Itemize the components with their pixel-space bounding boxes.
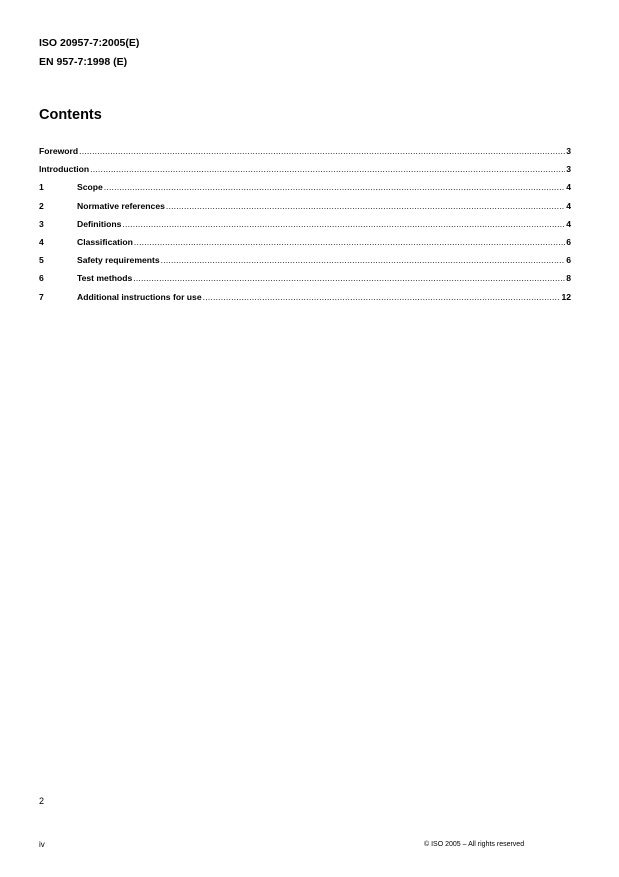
toc-entry-page: 8	[566, 273, 571, 284]
table-of-contents	[39, 146, 571, 310]
toc-dot-leader	[134, 237, 565, 247]
toc-entry-additional-instructions[interactable]	[39, 292, 571, 310]
toc-entry-scope[interactable]	[39, 182, 571, 200]
toc-entry-safety-requirements[interactable]	[39, 255, 571, 273]
footer-copyright: © ISO 2005 – All rights reserved	[424, 841, 525, 848]
toc-entry-page: 4	[566, 218, 571, 229]
toc-entry-page: 3	[566, 146, 571, 156]
footer-roman-page-number: iv	[39, 840, 45, 849]
toc-entry-page: 12	[561, 291, 571, 302]
toc-dot-leader	[133, 273, 565, 283]
toc-entry-title: Introduction	[39, 164, 90, 175]
toc-entry-number: 3	[39, 218, 44, 229]
toc-entry-title: Definitions	[77, 218, 122, 229]
toc-entry-number: 1	[39, 182, 44, 193]
toc-entry-classification[interactable]	[39, 237, 571, 255]
toc-dot-leader	[203, 292, 561, 302]
toc-entry-title: Scope	[77, 182, 103, 193]
toc-entry-title: Normative references	[77, 200, 165, 211]
toc-entry-title: Foreword	[39, 146, 79, 156]
toc-entry-title: Test methods	[77, 273, 133, 284]
toc-entry-normative-references[interactable]	[39, 201, 571, 219]
toc-entry-title: Additional instructions for use	[77, 291, 202, 302]
toc-entry-number: 7	[39, 291, 44, 302]
toc-entry-page: 3	[566, 164, 571, 175]
toc-entry-title: Safety requirements	[77, 255, 160, 266]
toc-entry-number: 2	[39, 200, 44, 211]
toc-dot-leader	[166, 201, 565, 211]
iso-document-reference: ISO 20957-7:2005(E)	[39, 37, 140, 49]
toc-dot-leader	[79, 146, 565, 156]
toc-entry-title: Classification	[77, 236, 133, 247]
toc-entry-foreword[interactable]	[39, 146, 571, 164]
toc-entry-number: 6	[39, 273, 44, 284]
toc-entry-page: 6	[566, 236, 571, 247]
toc-entry-number: 4	[39, 236, 44, 247]
toc-entry-number: 5	[39, 255, 44, 266]
toc-entry-page: 4	[566, 182, 571, 193]
toc-entry-test-methods[interactable]	[39, 273, 571, 291]
toc-dot-leader	[122, 219, 565, 229]
toc-entry-introduction[interactable]	[39, 164, 571, 182]
toc-entry-definitions[interactable]	[39, 219, 571, 237]
toc-dot-leader	[90, 164, 565, 174]
contents-heading: Contents	[39, 107, 102, 123]
toc-entry-page: 6	[566, 255, 571, 266]
toc-dot-leader	[161, 255, 566, 265]
page-number: 2	[39, 796, 45, 806]
toc-entry-page: 4	[566, 200, 571, 211]
toc-dot-leader	[104, 182, 565, 192]
en-document-reference: EN 957-7:1998 (E)	[39, 56, 128, 68]
